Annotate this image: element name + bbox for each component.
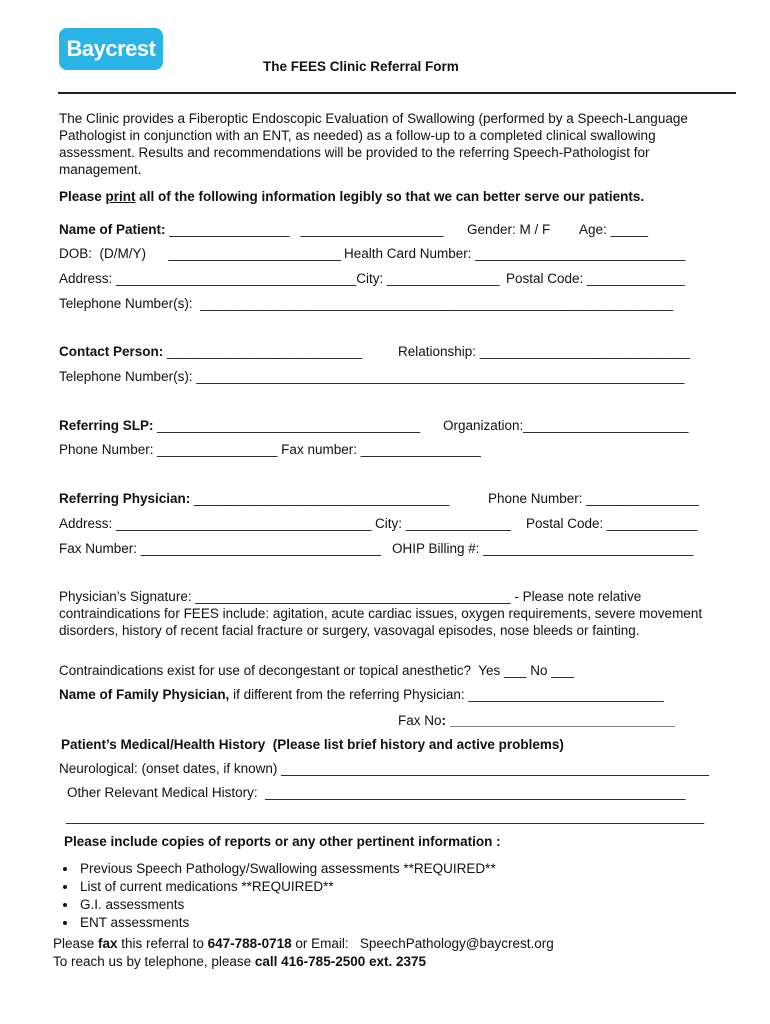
history-blank-line[interactable]: _____________________________________________________________________________________	[66, 809, 705, 824]
intro-paragraph: The Clinic provides a Fiberoptic Endoscopic Evaluation of Swallowing (performed by a Speech-Language Pathologist in conjunction with an ENT, as needed) as a follow-up to a completed clinical swallowing assessment. Results and recommendations will be provided to the referring Speech-Pathologist for management.	[59, 111, 688, 177]
requirements-list	[56, 860, 496, 932]
health-card-field[interactable]: Health Card Number: ____________________________	[344, 246, 686, 261]
list-item: • ENT assessments	[78, 914, 496, 932]
physician-fax-field[interactable]: Fax Number: ________________________________	[59, 541, 382, 556]
patient-name-field[interactable]: Name of Patient: ________________ ___________________	[59, 222, 444, 237]
patient-telephone-field[interactable]: Telephone Number(s): _______________________________________________________________	[59, 296, 674, 311]
gender-field[interactable]: Gender: M / F	[467, 222, 551, 237]
ohip-billing-field[interactable]: OHIP Billing #: ____________________________	[392, 541, 694, 556]
history-heading: Patient’s Medical/Health History (Please list brief history and active problems)	[61, 737, 564, 752]
page-title: The FEES Clinic Referral Form	[263, 59, 459, 74]
patient-address-field[interactable]: Address: ________________________________City: _______________	[59, 271, 500, 286]
relationship-field[interactable]: Relationship: ____________________________	[398, 344, 691, 359]
list-item: • Previous Speech Pathology/Swallowing assessments **REQUIRED**	[78, 860, 496, 878]
physician-phone-field[interactable]: Phone Number: _______________	[488, 491, 699, 506]
list-item: • List of current medications **REQUIRED**	[78, 878, 496, 896]
other-history-field[interactable]: Other Relevant Medical History: ________________________________________________________	[67, 785, 686, 800]
baycrest-logo: Baycrest	[59, 28, 163, 70]
fax-email-line: Please fax this referral to 647-788-0718 or Email: SpeechPathology@baycrest.org	[53, 936, 554, 951]
physician-address-field[interactable]: Address: __________________________________ City: ______________	[59, 516, 511, 531]
contact-person-field[interactable]: Contact Person: __________________________	[59, 344, 363, 359]
family-physician-field[interactable]: Name of Family Physician, if different from the referring Physician: __________________________	[59, 687, 664, 702]
referring-slp-field[interactable]: Referring SLP: ___________________________________	[59, 418, 421, 433]
age-field[interactable]: Age: _____	[579, 222, 649, 237]
patient-postal-field[interactable]: Postal Code: _____________	[506, 271, 685, 286]
physician-postal-field[interactable]: Postal Code: ____________	[526, 516, 698, 531]
contact-telephone-field[interactable]: Telephone Number(s): _________________________________________________________________	[59, 369, 685, 384]
instruction-line: Please print all of the following information legibly so that we can better serve our patients.	[59, 189, 645, 204]
referring-physician-field[interactable]: Referring Physician: __________________________________	[59, 491, 450, 506]
neurological-field[interactable]: Neurological: (onset dates, if known) _________________________________________________________	[59, 761, 710, 776]
title-divider	[58, 92, 736, 94]
signature-and-contraindications: Physician’s Signature: __________________________________________ - Please note relative contraindications for FEES include: agitation, acute cardiac issues, oxygen requirements, severe movement disorders, history of recent facial fracture or surgery, vasovagal episodes, nose bleeds or fainting.	[59, 589, 703, 638]
family-physician-fax-field[interactable]: Fax No: ______________________________	[398, 713, 676, 728]
dob-field[interactable]: DOB: (D/M/Y) _______________________	[59, 246, 342, 261]
telephone-line: To reach us by telephone, please call 416-785-2500 ext. 2375	[53, 954, 427, 969]
list-item: • G.I. assessments	[78, 896, 496, 914]
slp-phone-fax-field[interactable]: Phone Number: ________________ Fax number: ________________	[59, 442, 481, 457]
decongestant-question[interactable]: Contraindications exist for use of decongestant or topical anesthetic? Yes ___ No ___	[59, 663, 574, 678]
copies-heading: Please include copies of reports or any other pertinent information :	[64, 834, 501, 849]
organization-field[interactable]: Organization:______________________	[443, 418, 689, 433]
